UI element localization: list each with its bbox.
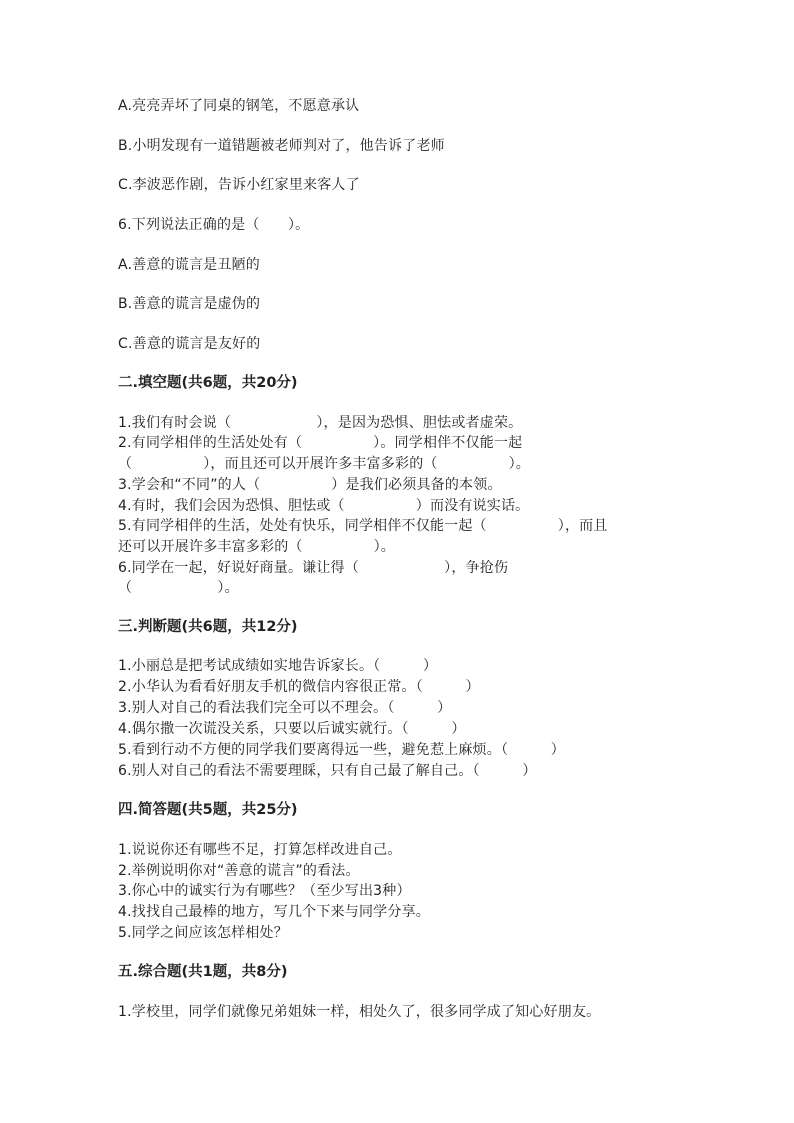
short-answer-item: 3.你心中的诚实行为有哪些？（至少写出3种）	[118, 883, 411, 899]
short-answer-item: 2.举例说明你对“善意的谎言”的看法。	[118, 863, 360, 879]
question-6-option-c: C.善意的谎言是友好的	[118, 336, 261, 352]
section-heading-true-false: 三.判断题(共6题，共12分)	[118, 619, 298, 635]
true-false-item: 6.别人对自己的看法不需要理睬，只有自己最了解自己。（ ）	[118, 763, 537, 779]
true-false-item: 4.偶尔撒一次谎没关系，只要以后诚实就行。（ ）	[118, 721, 466, 737]
short-answer-item: 5.同学之间应该怎样相处？	[118, 925, 288, 941]
fill-blank-line: 还可以开展许多丰富多彩的（ ）。	[118, 539, 395, 555]
fill-blank-line: 2.有同学相伴的生活处处有（ ）。同学相伴不仅能一起	[118, 435, 523, 451]
comprehensive-item: 1.学校里，同学们就像兄弟姐妹一样，相处久了，很多同学成了知心好朋友。	[118, 1004, 601, 1020]
question-6-stem: 6.下列说法正确的是（ ）。	[118, 217, 310, 233]
fill-blank-line: 3.学会和“不同”的人（ ）是我们必须具备的本领。	[118, 477, 502, 493]
fill-blank-line: （ ）。	[118, 580, 239, 596]
section-heading-comprehensive: 五.综合题(共1题，共8分)	[118, 964, 288, 980]
true-false-item: 2.小华认为看看好朋友手机的微信内容很正常。（ ）	[118, 679, 480, 695]
true-false-item: 1.小丽总是把考试成绩如实地告诉家长。（ ）	[118, 658, 438, 674]
option-b: B.小明发现有一道错题被老师判对了，他告诉了老师	[118, 138, 445, 154]
short-answer-item: 1.说说你还有哪些不足，打算怎样改进自己。	[118, 842, 402, 858]
section-heading-fill-blank: 二.填空题(共6题，共20分)	[118, 375, 298, 391]
section-heading-short-answer: 四.简答题(共5题，共25分)	[118, 802, 298, 818]
fill-blank-line: 6.同学在一起，好说好商量。谦让得（ ），争抢伤	[118, 560, 509, 576]
fill-blank-line: 5.有同学相伴的生活，处处有快乐，同学相伴不仅能一起（ ），而且	[118, 518, 608, 534]
question-6-option-a: A.善意的谎言是丑陋的	[118, 257, 260, 273]
fill-blank-line: （ ），而且还可以开展许多丰富多彩的（ ）。	[118, 456, 530, 472]
fill-blank-line: 1.我们有时会说（ ），是因为恐惧、胆怯或者虚荣。	[118, 415, 523, 431]
true-false-item: 5.看到行动不方便的同学我们要离得远一些，避免惹上麻烦。（ ）	[118, 742, 565, 758]
option-c: C.李波恶作剧，告诉小红家里来客人了	[118, 177, 360, 193]
option-a: A.亮亮弄坏了同桌的钢笔，不愿意承认	[118, 98, 360, 114]
fill-blank-line: 4.有时，我们会因为恐惧、胆怯或（ ）而没有说实话。	[118, 498, 530, 514]
question-6-option-b: B.善意的谎言是虚伪的	[118, 296, 261, 312]
short-answer-item: 4.找找自己最棒的地方，写几个下来与同学分享。	[118, 904, 430, 920]
true-false-item: 3.别人对自己的看法我们完全可以不理会。（ ）	[118, 700, 452, 716]
